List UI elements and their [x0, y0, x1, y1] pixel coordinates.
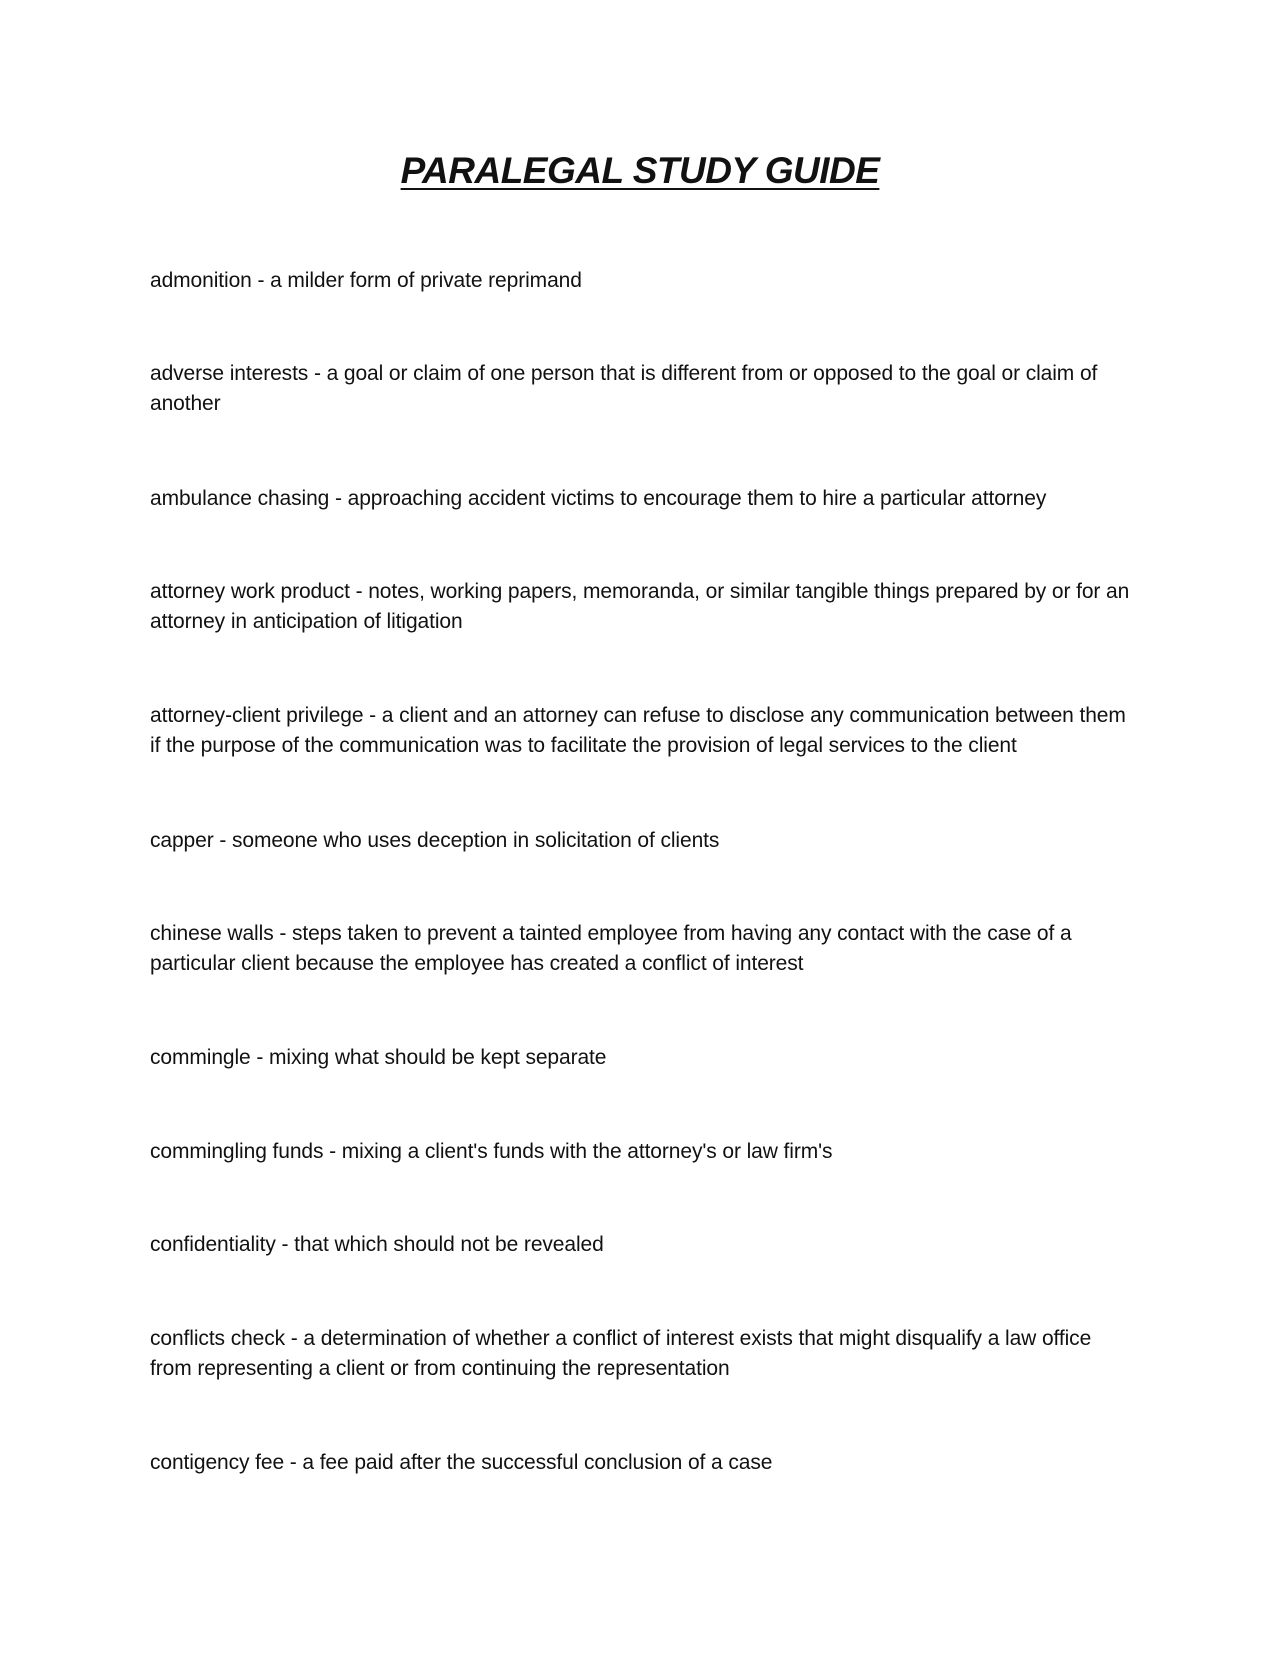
glossary-entry-confidentiality: confidentiality - that which should not be revealed	[150, 1233, 604, 1256]
glossary-entry-commingling-funds: commingling funds - mixing a client's funds with the attorney's or law firm's	[150, 1140, 833, 1163]
glossary-entry-attorney-work-product: attorney work product - notes, working papers, memoranda, or similar tangible things prepared by or for an attorney in anticipation of litigation	[150, 580, 1130, 633]
glossary-entry-commingle: commingle - mixing what should be kept separate	[150, 1046, 607, 1069]
glossary-entry-ambulance-chasing: ambulance chasing - approaching accident victims to encourage them to hire a particular attorney	[150, 487, 1047, 510]
glossary-entry-attorney-client-privilege: attorney-client privilege - a client and an attorney can refuse to disclose any communication between them if the purpose of the communication was to facilitate the provision of legal services to the client	[150, 704, 1126, 757]
glossary-entry-admonition: admonition - a milder form of private reprimand	[150, 269, 582, 292]
page-title: PARALEGAL STUDY GUIDE	[400, 150, 880, 191]
glossary-entry-contigency-fee: contigency fee - a fee paid after the successful conclusion of a case	[150, 1451, 773, 1474]
glossary-entry-chinese-walls: chinese walls - steps taken to prevent a tainted employee from having any contact with the case of a particular client because the employee has created a conflict of interest	[150, 922, 1072, 975]
glossary-entry-capper: capper - someone who uses deception in solicitation of clients	[150, 829, 720, 852]
glossary-entry-adverse-interests: adverse interests - a goal or claim of one person that is different from or opposed to the goal or claim of another	[150, 362, 1098, 415]
glossary-entry-conflicts-check: conflicts check - a determination of whether a conflict of interest exists that might disqualify a law office from representing a client or from continuing the representation	[150, 1327, 1092, 1380]
